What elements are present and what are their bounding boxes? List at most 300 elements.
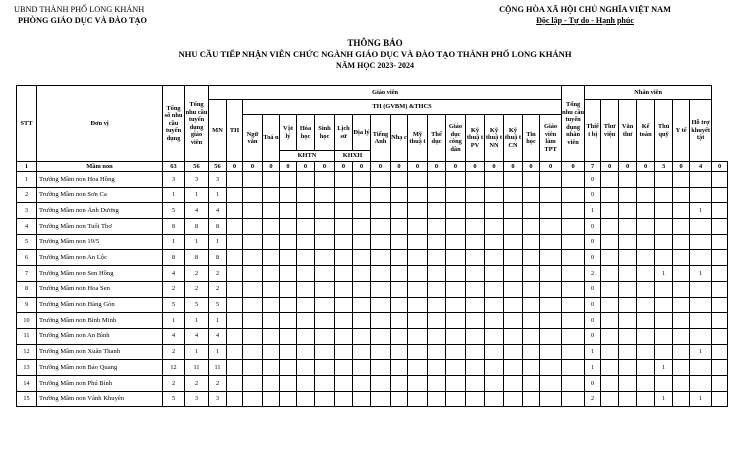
table-cell [315,187,335,203]
table-cell [263,344,280,360]
table-cell [263,360,280,376]
table-cell [227,219,243,235]
table-cell [690,297,712,313]
table-cell [428,281,446,297]
table-cell [297,297,315,313]
table-cell [243,281,263,297]
table-cell [601,344,619,360]
table-cell [562,344,585,360]
table-cell [353,328,371,344]
table-cell: 0 [371,162,391,172]
table-cell [408,375,428,391]
table-cell [562,313,585,329]
col-tong-so: Tổng số nhu cầu tuyển dụng [163,86,185,162]
table-cell [280,172,297,188]
table-cell [227,328,243,344]
table-cell [601,281,619,297]
table-cell [540,187,562,203]
table-cell [227,360,243,376]
group-giao-vien: Giáo viên [209,86,562,100]
table-cell [619,360,637,376]
table-cell [353,281,371,297]
table-cell [371,328,391,344]
table-cell [371,360,391,376]
table-cell: 0 [408,162,428,172]
table-cell [601,313,619,329]
table-cell: 1 [185,313,209,329]
table-cell [504,391,523,407]
table-cell [446,281,466,297]
table-cell [263,172,280,188]
cell-stt: 13 [17,360,37,376]
table-cell [540,250,562,266]
col-my-thuat: Mỹ thuậ t [408,115,428,162]
table-cell: 0 [504,162,523,172]
table-cell [353,344,371,360]
table-cell [297,360,315,376]
table-cell [655,297,673,313]
table-cell [562,360,585,376]
table-cell [690,250,712,266]
table-cell [466,360,485,376]
table-cell [315,281,335,297]
table-cell: 1 [209,344,227,360]
table-row [17,375,728,391]
col-gdcd: Giáo dục công dân [446,115,466,162]
table-cell [408,266,428,282]
table-row [17,313,728,329]
table-cell: 3 [185,172,209,188]
table-cell [371,187,391,203]
col-lich-su: Lịch sử [335,115,353,151]
table-cell [619,203,637,219]
cell-stt: 15 [17,391,37,407]
cell-unit-name: Mầm non [37,162,163,172]
table-row [17,234,728,250]
col-tieng-anh: Tiếng Anh [371,115,391,162]
table-cell [712,375,728,391]
table-cell [485,250,504,266]
table-cell [371,344,391,360]
cell-stt: 7 [17,266,37,282]
cell-stt: 11 [17,328,37,344]
table-cell [504,203,523,219]
table-cell [523,172,540,188]
table-cell [353,313,371,329]
table-cell [655,313,673,329]
col-khtn: KHTN [280,151,335,162]
table-cell [446,250,466,266]
table-cell [690,187,712,203]
table-cell [562,203,585,219]
table-cell: 2 [209,281,227,297]
table-cell [619,344,637,360]
table-cell [243,391,263,407]
table-cell [619,219,637,235]
table-cell: 1 [209,313,227,329]
table-cell [485,328,504,344]
table-cell [655,234,673,250]
col-don-vi: Đơn vị [37,86,163,162]
table-cell: 0 [562,162,585,172]
table-cell [353,266,371,282]
table-cell [466,281,485,297]
table-cell [428,375,446,391]
table-cell [673,187,690,203]
table-cell [353,297,371,313]
table-cell [523,266,540,282]
table-cell [673,250,690,266]
cell-stt: 10 [17,313,37,329]
table-cell [315,250,335,266]
table-cell [297,203,315,219]
table-cell [371,266,391,282]
table-cell [712,219,728,235]
table-cell [540,391,562,407]
table-cell [504,250,523,266]
table-cell [391,391,408,407]
table-cell: 8 [163,219,185,235]
table-cell [619,313,637,329]
table-cell [243,360,263,376]
table-cell [391,281,408,297]
table-cell [243,219,263,235]
table-cell [408,281,428,297]
table-cell [504,360,523,376]
col-toan: Toá n [263,115,280,162]
table-cell [408,344,428,360]
table-cell: 0 [485,162,504,172]
cell-unit-name: Trường Mầm non 19/5 [37,234,163,250]
table-cell [619,172,637,188]
table-cell [315,266,335,282]
table-cell [335,313,353,329]
table-cell [601,203,619,219]
table-cell: 0 [585,187,601,203]
table-cell [637,391,655,407]
table-cell [353,172,371,188]
table-cell [280,250,297,266]
col-sinh-hoc: Sinh học [315,115,335,151]
table-cell [562,266,585,282]
table-cell [690,172,712,188]
table-cell [485,172,504,188]
table-cell [280,281,297,297]
table-cell: 2 [209,375,227,391]
table-cell [315,219,335,235]
table-cell [523,203,540,219]
col-kt-nn: Kỹ thuậ t NN [485,115,504,162]
cell-unit-name: Trường Mầm non Hoa Sen [37,281,163,297]
table-cell [446,391,466,407]
table-cell: 3 [163,172,185,188]
table-cell [280,297,297,313]
table-cell [446,375,466,391]
table-cell [263,297,280,313]
table-cell [712,328,728,344]
table-cell [391,250,408,266]
table-cell [446,344,466,360]
table-cell: 0 [227,162,243,172]
table-cell [466,297,485,313]
table-cell [562,172,585,188]
table-cell [562,391,585,407]
table-cell: 1 [655,391,673,407]
table-cell [391,313,408,329]
table-cell [637,297,655,313]
table-cell [562,375,585,391]
table-cell [335,281,353,297]
col-thiet-bi: Thiế t bị [585,100,601,162]
cell-unit-name: Trường Mầm non Phú Bình [37,375,163,391]
table-cell [335,234,353,250]
table-cell [504,297,523,313]
table-cell [466,266,485,282]
table-cell [673,297,690,313]
table-cell: 1 [690,344,712,360]
table-cell: 2 [163,375,185,391]
table-cell [485,360,504,376]
table-cell [485,219,504,235]
table-cell [335,172,353,188]
table-cell [335,297,353,313]
table-cell [408,391,428,407]
cell-stt: 8 [17,281,37,297]
table-cell [485,391,504,407]
table-cell: 1 [690,391,712,407]
table-cell [263,281,280,297]
table-cell: 2 [185,375,209,391]
table-cell [391,203,408,219]
table-cell [280,344,297,360]
table-cell [466,187,485,203]
issuing-authority [14,4,147,26]
table-cell: 1 [185,234,209,250]
table-cell [673,234,690,250]
table-cell [408,172,428,188]
recruitment-table [16,85,728,407]
table-cell [637,219,655,235]
table-cell [335,344,353,360]
table-cell: 8 [209,219,227,235]
table-cell: 0 [585,219,601,235]
table-cell [243,375,263,391]
table-cell [315,172,335,188]
table-cell [315,234,335,250]
table-cell [227,266,243,282]
table-cell [540,281,562,297]
col-the-duc: Thể dục [428,115,446,162]
table-cell [297,344,315,360]
table-cell [371,203,391,219]
col-ke-toan: Kế toán [637,100,655,162]
nation-line1: CỘNG HÒA XÃ HỘI CHỦ NGHĨA VIỆT NAM [499,5,671,14]
table-cell [446,172,466,188]
table-cell [655,250,673,266]
table-cell [690,328,712,344]
table-cell [619,328,637,344]
table-cell [446,313,466,329]
cell-unit-name: Trường Mầm non Tuổi Thơ [37,219,163,235]
table-cell: 0 [353,162,371,172]
table-cell [243,234,263,250]
table-row [17,187,728,203]
table-cell [601,187,619,203]
table-cell: 4 [185,328,209,344]
title-line3: NĂM HỌC 2023- 2024 [336,61,414,70]
table-cell [523,219,540,235]
table-cell: 5 [185,297,209,313]
table-cell [428,360,446,376]
table-cell [391,234,408,250]
table-cell [428,234,446,250]
table-cell [601,375,619,391]
table-cell [673,219,690,235]
table-cell [637,234,655,250]
document-title [0,38,750,71]
table-cell [391,297,408,313]
table-cell [315,360,335,376]
table-cell [408,234,428,250]
table-cell: 3 [209,172,227,188]
table-cell [466,344,485,360]
table-cell [315,328,335,344]
table-cell [523,328,540,344]
table-cell: 5 [163,203,185,219]
table-cell: 1 [163,234,185,250]
table-cell [391,344,408,360]
table-cell [655,187,673,203]
table-cell: 5 [163,297,185,313]
col-thu-vien: Thư viện [601,100,619,162]
table-cell [619,297,637,313]
table-cell [637,187,655,203]
col-thu-quy: Thủ quỹ [655,100,673,162]
table-cell [712,391,728,407]
table-cell [353,250,371,266]
table-cell [655,203,673,219]
col-mn: MN [209,100,227,162]
cell-stt: 12 [17,344,37,360]
table-cell [673,344,690,360]
table-cell [601,328,619,344]
table-cell [315,203,335,219]
table-cell [353,391,371,407]
table-cell: 1 [163,187,185,203]
table-cell [523,234,540,250]
table-cell [335,328,353,344]
table-cell [637,250,655,266]
table-cell: 1 [163,313,185,329]
group-nhan-vien: Nhân viên [585,86,712,100]
table-cell [466,219,485,235]
table-cell [280,328,297,344]
table-cell: 0 [446,162,466,172]
table-cell: 4 [163,328,185,344]
table-cell [712,266,728,282]
col-nhac: Nhạ c [391,115,408,162]
table-cell [690,219,712,235]
table-cell [637,281,655,297]
table-row [17,391,728,407]
table-cell: 0 [673,162,690,172]
table-cell [562,328,585,344]
table-cell [466,234,485,250]
table-cell [601,172,619,188]
table-cell [619,266,637,282]
table-cell [315,313,335,329]
table-cell: 1 [585,203,601,219]
table-cell [446,187,466,203]
table-cell: 0 [601,162,619,172]
table-cell [712,203,728,219]
table-cell [655,328,673,344]
table-cell [371,375,391,391]
table-cell [428,297,446,313]
table-cell [601,266,619,282]
table-cell [637,172,655,188]
table-cell [335,360,353,376]
table-cell [504,281,523,297]
table-cell [540,297,562,313]
table-cell [335,187,353,203]
table-cell [297,172,315,188]
table-cell [371,234,391,250]
table-cell [391,187,408,203]
table-cell [690,313,712,329]
table-cell: 63 [163,162,185,172]
table-cell [712,172,728,188]
table-cell [280,234,297,250]
table-cell [446,360,466,376]
table-cell: 4 [209,203,227,219]
cell-unit-name: Trường Mầm non Hoa Hồng [37,172,163,188]
table-cell: 0 [712,162,728,172]
table-cell: 5 [163,391,185,407]
table-cell: 4 [690,162,712,172]
table-cell: 0 [243,162,263,172]
table-cell [712,297,728,313]
table-cell [297,281,315,297]
table-cell [712,344,728,360]
table-cell [428,266,446,282]
table-cell [523,360,540,376]
table-cell: 4 [209,328,227,344]
table-cell [446,219,466,235]
table-cell: 4 [185,203,209,219]
table-cell: 0 [585,250,601,266]
table-cell [446,328,466,344]
table-cell: 0 [391,162,408,172]
table-cell [371,219,391,235]
table-cell [523,313,540,329]
table-cell [280,313,297,329]
table-cell [637,360,655,376]
col-ngu-van: Ngữ văn [243,115,263,162]
table-cell: 0 [585,234,601,250]
table-cell [637,203,655,219]
table-cell [504,187,523,203]
group-thcs: TH (GVBM) &THCS [243,100,562,115]
table-row [17,250,728,266]
table-cell [485,187,504,203]
table-cell [353,203,371,219]
table-cell: 0 [466,162,485,172]
table-cell [673,313,690,329]
table-cell [263,328,280,344]
table-cell [227,344,243,360]
table-cell [619,391,637,407]
